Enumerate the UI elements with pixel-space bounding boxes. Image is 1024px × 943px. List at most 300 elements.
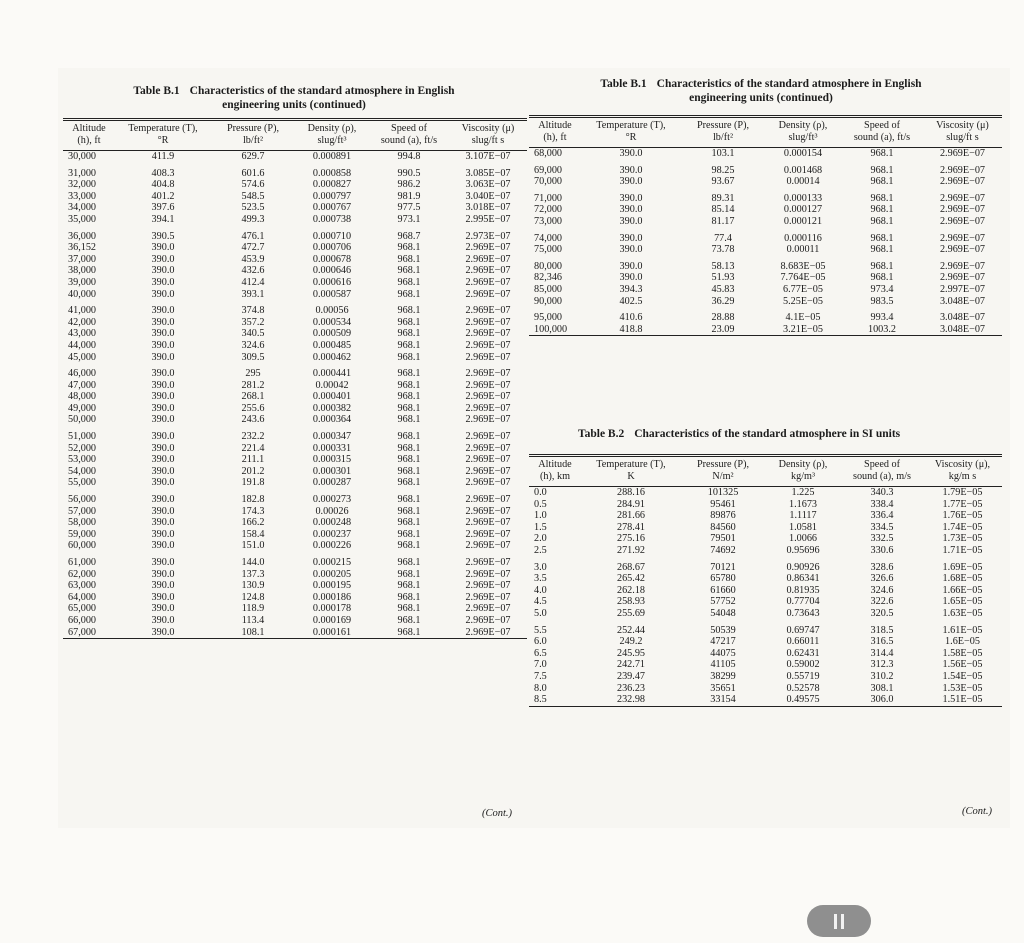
table-cell: 0.000738 xyxy=(312,213,352,225)
table-cell: 390.0 xyxy=(151,528,175,540)
table-cell: 0.69747 xyxy=(786,624,820,636)
table-row xyxy=(63,289,527,301)
table-cell: 968.1 xyxy=(397,328,421,340)
viewer-pause-button[interactable] xyxy=(807,905,871,937)
table-row xyxy=(63,317,527,329)
table-cell: 47,000 xyxy=(68,379,97,391)
table-cell: 98.25 xyxy=(711,164,735,176)
table-cell: 262.18 xyxy=(616,584,645,596)
table-cell: 0.000215 xyxy=(312,557,352,568)
table-cell: 70121 xyxy=(710,561,736,573)
table-row xyxy=(63,592,527,604)
column-header xyxy=(581,456,681,487)
table-cell: 2.969E−07 xyxy=(465,328,511,340)
table-cell: 221.4 xyxy=(241,442,265,454)
column-header xyxy=(295,120,369,151)
table-cell: 2.969E−07 xyxy=(465,242,511,254)
table-cell: 968.1 xyxy=(397,431,421,443)
table-cell: 401.2 xyxy=(151,190,175,202)
table-cell: 80,000 xyxy=(534,260,563,272)
table-cell: 3.0 xyxy=(534,561,547,573)
table-cell: 74692 xyxy=(710,544,736,556)
table-cell: 968.1 xyxy=(397,414,421,426)
table-cell: 2.969E−07 xyxy=(939,204,986,216)
table-row xyxy=(63,202,527,214)
right-caption-label: Table B.1 xyxy=(600,78,647,90)
table-cell: 242.71 xyxy=(616,659,645,671)
table-cell: 968.1 xyxy=(397,454,421,466)
table-row xyxy=(529,522,1002,534)
table-cell: 968.1 xyxy=(369,627,449,639)
table-cell: 0.000485 xyxy=(312,339,352,351)
table-cell: 394.1 xyxy=(151,213,175,225)
table-row xyxy=(63,552,527,569)
table-cell: 330.6 xyxy=(870,544,894,556)
column-header-line1: Viscosity (μ), xyxy=(934,459,991,470)
table-cell: 79501 xyxy=(710,533,736,545)
table-row xyxy=(529,272,1002,284)
table-cell: 249.2 xyxy=(619,636,643,648)
table-row xyxy=(529,160,1002,177)
table-row xyxy=(529,296,1002,308)
table-cell: 968.1 xyxy=(397,442,421,454)
table-cell: 968.1 xyxy=(397,568,421,580)
table-cell: 0.000273 xyxy=(312,494,352,506)
table-cell: 2.969E−07 xyxy=(465,276,511,288)
table-cell: 390.0 xyxy=(151,442,175,454)
table-cell: 340.3 xyxy=(870,487,894,498)
table-row xyxy=(63,603,527,615)
table-cell: 0.000364 xyxy=(312,414,352,426)
table-cell: 44075 xyxy=(710,647,736,659)
table-cell: 7.0 xyxy=(534,659,547,671)
table-cell: 1.53E−05 xyxy=(942,682,983,694)
table-cell: 89876 xyxy=(710,510,736,522)
table-cell: 472.7 xyxy=(241,242,265,254)
table-row xyxy=(529,573,1002,585)
table-cell: 390.5 xyxy=(151,230,175,242)
table-cell: 7.5 xyxy=(534,670,547,682)
table-cell: 394.3 xyxy=(619,283,643,295)
table-cell: 288.16 xyxy=(616,487,645,498)
table-row xyxy=(529,608,1002,620)
table-cell: 338.4 xyxy=(870,498,894,510)
table-cell: 390.0 xyxy=(151,505,175,517)
table-row xyxy=(63,163,527,180)
table-cell: 390.0 xyxy=(151,591,175,603)
table-cell: 1.0 xyxy=(534,510,547,522)
table-cell: 95461 xyxy=(710,498,736,510)
table-cell: 968.1 xyxy=(397,316,421,328)
table-cell: 1.74E−05 xyxy=(942,521,983,533)
table-cell: 968.1 xyxy=(397,477,421,489)
table-cell: 0.000891 xyxy=(312,151,352,162)
table-cell: 0.000161 xyxy=(295,627,369,639)
column-header-line1: Temperature (T), xyxy=(128,123,198,134)
table-cell: 390.0 xyxy=(619,215,643,227)
table-cell: 390.0 xyxy=(619,148,643,159)
table-cell: 0.000121 xyxy=(783,215,823,227)
table-cell: 1.0066 xyxy=(788,533,817,545)
table-cell: 968.1 xyxy=(397,603,421,615)
table-cell: 23.09 xyxy=(681,324,765,336)
table-cell: 1.76E−05 xyxy=(942,510,983,522)
table-cell: 390.0 xyxy=(151,477,175,489)
table-cell: 3.5 xyxy=(534,573,547,585)
table-cell: 0.000315 xyxy=(312,454,352,466)
table-row xyxy=(529,545,1002,557)
table-cell: 390.0 xyxy=(151,265,175,277)
column-header-line2: °R xyxy=(157,135,169,146)
table-cell: 64,000 xyxy=(68,591,97,603)
table-cell: 994.8 xyxy=(397,151,421,162)
table-cell: 0.000441 xyxy=(312,368,352,380)
table-cell: 1.54E−05 xyxy=(942,670,983,682)
table-cell: 81.17 xyxy=(711,215,735,227)
si-caption-label: Table B.2 xyxy=(578,428,625,440)
table-cell: 968.1 xyxy=(870,260,894,272)
column-header xyxy=(529,117,581,148)
table-row xyxy=(63,340,527,352)
table-cell: 40,000 xyxy=(68,288,97,300)
table-cell: 2.969E−07 xyxy=(465,568,511,580)
table-cell: 402.5 xyxy=(619,295,643,307)
table-cell: 0.0 xyxy=(534,487,547,498)
table-cell: 0.00042 xyxy=(315,379,349,391)
table-cell: 390.0 xyxy=(115,627,211,639)
table-cell: 57,000 xyxy=(68,505,97,517)
table-cell: 390.0 xyxy=(151,391,175,403)
table-cell: 968.1 xyxy=(397,288,421,300)
table-cell: 968.1 xyxy=(397,305,421,317)
table-cell: 33154 xyxy=(681,694,765,706)
table-cell: 309.5 xyxy=(241,351,265,363)
table-cell: 85,000 xyxy=(534,283,563,295)
table-cell: 73.78 xyxy=(711,244,735,256)
table-cell: 201.2 xyxy=(241,465,265,477)
column-header xyxy=(923,117,1002,148)
table-cell: 1.73E−05 xyxy=(942,533,983,545)
column-header-line1: Density (ρ), xyxy=(778,120,828,131)
table-cell: 993.4 xyxy=(870,312,894,324)
table-cell: 59,000 xyxy=(68,528,97,540)
table-cell: 968.1 xyxy=(397,379,421,391)
table-cell: 336.4 xyxy=(870,510,894,522)
table-cell: 36,152 xyxy=(68,242,97,254)
table-cell: 2.969E−07 xyxy=(465,414,511,426)
table-cell: 3.018E−07 xyxy=(465,202,511,214)
table-cell: 390.0 xyxy=(151,339,175,351)
table-cell: 2.969E−07 xyxy=(939,272,986,284)
table-cell: 52,000 xyxy=(68,442,97,454)
table-cell: 968.1 xyxy=(870,192,894,204)
column-header-line2: °R xyxy=(625,132,637,143)
table-cell: 2.969E−07 xyxy=(465,557,511,568)
table-cell: 390.0 xyxy=(151,614,175,626)
table-cell: 82,346 xyxy=(534,272,563,284)
table-cell: 0.000331 xyxy=(312,442,352,454)
table-row xyxy=(529,557,1002,574)
table-cell: 0.000678 xyxy=(312,253,352,265)
table-cell: 418.8 xyxy=(581,324,681,336)
table-cell: 284.91 xyxy=(616,498,645,510)
left-table-caption xyxy=(108,84,480,112)
column-header-line2: (h), ft xyxy=(543,132,567,143)
table-cell: 93.67 xyxy=(711,176,735,188)
table-row xyxy=(529,284,1002,296)
column-header-line2: (h), ft xyxy=(77,135,101,146)
table-cell: 1.79E−05 xyxy=(942,487,983,498)
table-cell: 0.000797 xyxy=(312,190,352,202)
table-cell: 271.92 xyxy=(616,544,645,556)
table-cell: 268.67 xyxy=(616,561,645,573)
table-cell: 0.000858 xyxy=(312,167,352,179)
left-caption-label: Table B.1 xyxy=(133,85,180,97)
table-cell: 390.0 xyxy=(151,580,175,592)
table-cell: 4.0 xyxy=(534,584,547,596)
table-cell: 0.000205 xyxy=(312,568,352,580)
table-row xyxy=(63,580,527,592)
table-cell: 0.000616 xyxy=(312,276,352,288)
table-cell: 8.5 xyxy=(529,694,581,706)
table-cell: 57752 xyxy=(710,596,736,608)
table-header-row xyxy=(63,120,527,151)
table-cell: 0.001468 xyxy=(783,164,823,176)
table-row xyxy=(529,683,1002,695)
column-header-line1: Speed of xyxy=(864,120,900,131)
column-header-line1: Speed of xyxy=(864,459,900,470)
table-row xyxy=(63,380,527,392)
table-row xyxy=(63,414,527,426)
right-table-caption xyxy=(575,77,947,105)
table-row xyxy=(63,328,527,340)
table-row xyxy=(529,636,1002,648)
table-cell: 2.969E−07 xyxy=(939,148,986,159)
table-cell: 2.969E−07 xyxy=(465,505,511,517)
table-cell: 0.62431 xyxy=(786,647,820,659)
table-cell: 2.969E−07 xyxy=(449,627,527,639)
table-row xyxy=(63,226,527,243)
table-cell: 412.4 xyxy=(241,276,265,288)
table-cell: 67,000 xyxy=(63,627,115,639)
table-cell: 2.969E−07 xyxy=(465,402,511,414)
table-cell: 236.23 xyxy=(616,682,645,694)
table-cell: 51.93 xyxy=(711,272,735,284)
table-cell: 0.000509 xyxy=(312,328,352,340)
table-cell: 968.1 xyxy=(397,276,421,288)
table-cell: 2.969E−07 xyxy=(465,465,511,477)
table-row xyxy=(63,352,527,364)
table-cell: 357.2 xyxy=(241,316,265,328)
column-header-line2: slug/ft³ xyxy=(317,135,347,146)
table-row xyxy=(63,454,527,466)
table-cell: 2.969E−07 xyxy=(465,253,511,265)
table-cell: 2.969E−07 xyxy=(939,164,986,176)
table-cell: 35,000 xyxy=(68,213,97,225)
table-cell: 314.4 xyxy=(870,647,894,659)
table-cell: 968.1 xyxy=(397,465,421,477)
column-header-line1: Pressure (P), xyxy=(696,459,750,470)
table-cell: 0.81935 xyxy=(786,584,820,596)
english-units-table-left xyxy=(63,118,527,639)
table-cell: 1.1673 xyxy=(788,498,817,510)
table-cell: 58.13 xyxy=(711,260,735,272)
table-row xyxy=(63,540,527,552)
pause-icon-bar xyxy=(841,914,844,929)
table-cell: 2.973E−07 xyxy=(465,230,511,242)
column-header-line1: Temperature (T), xyxy=(596,120,666,131)
table-cell: 85.14 xyxy=(711,204,735,216)
table-cell: 2.969E−07 xyxy=(939,176,986,188)
table-cell: 2.969E−07 xyxy=(465,477,511,489)
table-row xyxy=(63,529,527,541)
table-cell: 2.969E−07 xyxy=(465,614,511,626)
table-row xyxy=(529,176,1002,188)
table-row xyxy=(63,391,527,403)
table-cell: 239.47 xyxy=(616,670,645,682)
table-cell: 0.73643 xyxy=(786,607,820,619)
table-row xyxy=(529,671,1002,683)
table-cell: 390.0 xyxy=(151,431,175,443)
table-cell: 453.9 xyxy=(241,253,265,265)
table-cell: 2.0 xyxy=(534,533,547,545)
table-cell: 34,000 xyxy=(68,202,97,214)
table-row xyxy=(63,403,527,415)
table-cell: 0.000462 xyxy=(312,351,352,363)
column-header xyxy=(63,120,115,151)
table-cell: 390.0 xyxy=(151,517,175,529)
table-cell: 0.55719 xyxy=(786,670,820,682)
table-cell: 2.995E−07 xyxy=(465,213,511,225)
left-caption-title: Characteristics of the standard atmosphere in English engineering units (continued) xyxy=(189,85,455,111)
table-cell: 0.00026 xyxy=(315,505,349,517)
table-cell: 3.048E−07 xyxy=(923,324,1002,336)
table-row xyxy=(63,300,527,317)
table-cell: 2.969E−07 xyxy=(939,215,986,227)
table-cell: 968.1 xyxy=(870,176,894,188)
column-header-line1: Density (ρ), xyxy=(307,123,357,134)
table-cell: 397.6 xyxy=(151,202,175,214)
table-cell: 0.000767 xyxy=(312,202,352,214)
table-cell: 0.000169 xyxy=(312,614,352,626)
table-cell: 968.1 xyxy=(397,242,421,254)
table-cell: 499.3 xyxy=(241,213,265,225)
table-cell: 118.9 xyxy=(241,603,265,615)
table-cell: 60,000 xyxy=(68,540,97,552)
table-cell: 1.61E−05 xyxy=(942,624,983,636)
table-cell: 65780 xyxy=(710,573,736,585)
table-cell: 990.5 xyxy=(397,167,421,179)
table-cell: 390.0 xyxy=(619,176,643,188)
table-cell: 158.4 xyxy=(241,528,265,540)
table-cell: 3.21E−05 xyxy=(765,324,841,336)
table-cell: 1.5 xyxy=(534,521,547,533)
table-cell: 390.0 xyxy=(619,272,643,284)
table-cell: 1003.2 xyxy=(841,324,923,336)
table-cell: 5.5 xyxy=(534,624,547,636)
table-cell: 968.1 xyxy=(397,402,421,414)
table-row xyxy=(63,517,527,529)
column-header-line2: kg/m s xyxy=(948,471,977,482)
table-cell: 0.000248 xyxy=(312,517,352,529)
table-row xyxy=(529,499,1002,511)
table-cell: 1.66E−05 xyxy=(942,584,983,596)
table-cell: 968.1 xyxy=(397,351,421,363)
column-header-line2: sound (a), ft/s xyxy=(380,135,438,146)
si-table-caption xyxy=(578,427,978,441)
table-cell: 308.1 xyxy=(870,682,894,694)
table-cell: 2.969E−07 xyxy=(465,305,511,317)
table-cell: 2.969E−07 xyxy=(465,339,511,351)
column-header xyxy=(841,117,923,148)
pause-icon xyxy=(834,914,837,929)
table-cell: 2.969E−07 xyxy=(465,288,511,300)
table-cell: 0.00056 xyxy=(315,305,349,317)
table-cell: 322.6 xyxy=(870,596,894,608)
table-header-row xyxy=(529,117,1002,148)
si-continued-note: (Cont.) xyxy=(962,806,993,817)
table-cell: 255.6 xyxy=(241,402,265,414)
table-cell: 0.000301 xyxy=(312,465,352,477)
table-cell: 74,000 xyxy=(534,232,563,244)
column-header-line1: Speed of xyxy=(391,123,427,134)
table-cell: 3.107E−07 xyxy=(465,151,511,162)
table-row xyxy=(529,188,1002,205)
table-cell: 3.048E−07 xyxy=(939,295,986,307)
table-cell: 53,000 xyxy=(68,454,97,466)
table-cell: 0.000186 xyxy=(312,591,352,603)
table-cell: 252.44 xyxy=(616,624,645,636)
table-cell: 243.6 xyxy=(241,414,265,426)
table-cell: 0.000706 xyxy=(312,242,352,254)
table-cell: 275.16 xyxy=(616,533,645,545)
column-header xyxy=(529,456,581,487)
table-row xyxy=(529,694,1002,706)
table-row xyxy=(63,151,527,163)
table-cell: 0.000401 xyxy=(312,391,352,403)
column-header xyxy=(211,120,295,151)
table-row xyxy=(63,254,527,266)
table-row xyxy=(529,620,1002,637)
table-cell: 6.5 xyxy=(534,647,547,659)
table-cell: 2.969E−07 xyxy=(465,591,511,603)
table-cell: 0.77704 xyxy=(786,596,820,608)
table-cell: 0.000710 xyxy=(312,230,352,242)
table-cell: 0.86341 xyxy=(786,573,820,585)
column-header-line2: (h), km xyxy=(540,471,570,482)
right-caption-title: Characteristics of the standard atmosphere in English engineering units (continued) xyxy=(656,78,922,104)
table-cell: 968.1 xyxy=(870,148,894,159)
left-continued-note: (Cont.) xyxy=(482,808,513,819)
column-header-line1: Pressure (P), xyxy=(226,123,280,134)
table-cell: 390.0 xyxy=(151,414,175,426)
table-header-row xyxy=(529,456,1002,487)
table-cell: 390.0 xyxy=(151,305,175,317)
table-cell: 324.6 xyxy=(870,584,894,596)
table-cell: 390.0 xyxy=(151,494,175,506)
column-header-line2: slug/ft s xyxy=(471,135,505,146)
column-header-line2: sound (a), ft/s xyxy=(853,132,911,143)
table-cell: 476.1 xyxy=(241,230,265,242)
table-cell: 968.1 xyxy=(870,232,894,244)
table-row xyxy=(529,596,1002,608)
table-cell: 55,000 xyxy=(68,477,97,489)
table-cell: 101325 xyxy=(707,487,739,498)
table-cell: 51,000 xyxy=(68,431,97,443)
table-cell: 54,000 xyxy=(68,465,97,477)
table-cell: 404.8 xyxy=(151,179,175,191)
table-cell: 2.969E−07 xyxy=(465,454,511,466)
